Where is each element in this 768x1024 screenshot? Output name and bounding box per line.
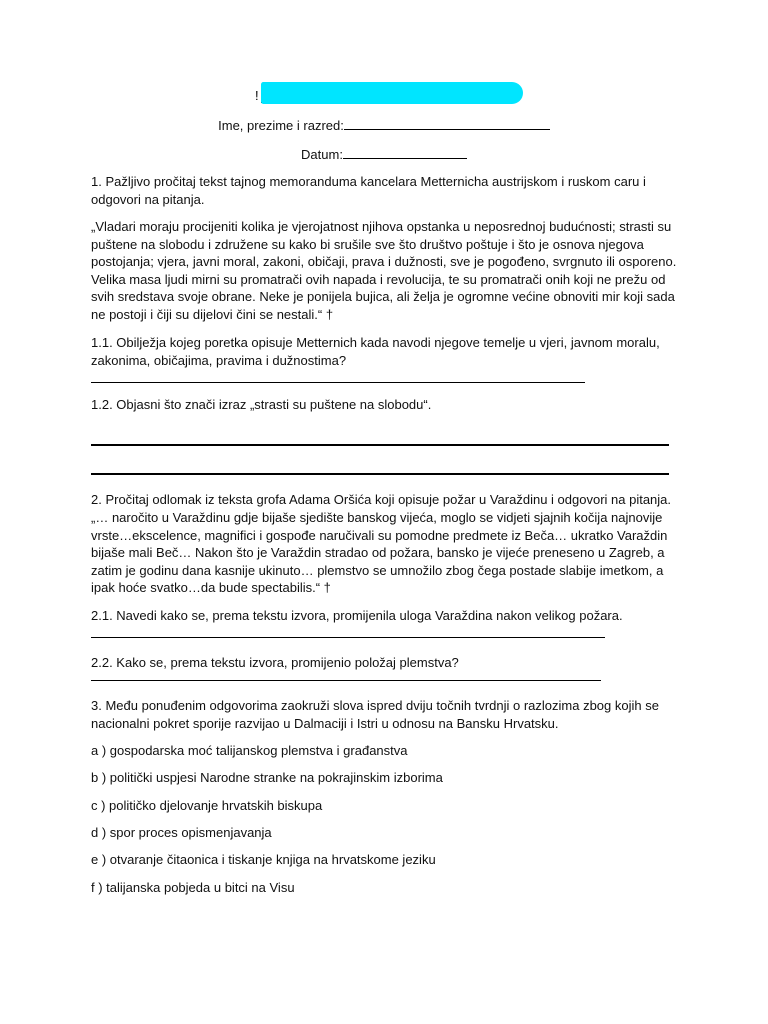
q3-option-c[interactable]: c ) političko djelovanje hrvatskih biskupa <box>91 798 323 813</box>
q1-intro: 1. Pažljivo pročitaj tekst tajnog memoranduma kancelara Metternicha austrijskom i ruskom caru i odgovori na pitanja. <box>91 174 646 207</box>
q2-2-answer-line[interactable] <box>91 680 601 681</box>
date-label: Datum: <box>301 147 343 162</box>
title-mark: ! <box>255 88 259 103</box>
q3-option-b[interactable]: b ) politički uspjesi Narodne stranke na pokrajinskim izborima <box>91 770 443 785</box>
q1-1-answer-line[interactable] <box>91 382 585 383</box>
q2-intro: 2. Pročitaj odlomak iz teksta grofa Adama Oršića koji opisuje požar u Varaždinu i odgovori na pitanja. <box>91 492 672 507</box>
q3-option-f[interactable]: f ) talijanska pobjeda u bitci na Visu <box>91 880 295 895</box>
date-blank[interactable] <box>343 146 467 159</box>
q1-quote: „Vladari moraju procijeniti kolika je vjerojatnost njihova opstanka u neposrednoj budućnosti; strasti su puštene na slobodu i združene su kako bi srušile sve što društvo poštuje i što je osnova njegova postojanja; vjera, javni moral, zakoni, običaji, prava i dužnosti, sve je pogođeno, svrgnuto ili osporeno. Velika masa ljudi mirni su promatrači ovih napada i revolucija, te su promatrači onih koji ne prežu od svih sredstava svoje obrane. Neke je ponijela bujica, ali želja je ogromne većine obnoviti mir koji sada ne postoji i čiji su dijelovi čini se nestali.“ † <box>91 219 677 322</box>
q1-2-answer-line-2[interactable] <box>91 473 669 475</box>
name-line <box>0 117 768 133</box>
q1-1-question: 1.1. Obilježja kojeg poretka opisuje Metternich kada navodi njegove temelje u vjeri, javnom moralu, zakonima, običajima, pravima i dužnostima? <box>91 335 660 368</box>
q1-2-question: 1.2. Objasni što znači izraz „strasti su puštene na slobodu“. <box>91 397 432 412</box>
q3-option-d[interactable]: d ) spor proces opismenjavanja <box>91 825 272 840</box>
q3-intro: 3. Među ponuđenim odgovorima zaokruži slova ispred dviju točnih tvrdnji o razlozima zbog kojih se nacionalni pokret sporije razvijao u Dalmaciji i Istri u odnosu na Bansku Hrvatsku. <box>91 698 659 731</box>
name-blank[interactable] <box>344 117 550 130</box>
q3-option-e[interactable]: e ) otvaranje čitaonica i tiskanje knjiga na hrvatskome jeziku <box>91 852 436 867</box>
q2-2-question: 2.2. Kako se, prema tekstu izvora, promijenio položaj plemstva? <box>91 655 459 670</box>
q2-quote: „… naročito u Varaždinu gdje bijaše sjedište banskog vijeća, moglo se vidjeti sjajnih kočija najnovije vrste…ekscelence, magnifici i gospođe naručivali su pomodne predmete iz Beča… ukratko Varaždin bijaše mali Beč… Nakon što je Varaždin stradao od požara, bansko je vijeće preneseno u Zagreb, a zatim je godinu dana kasnije ukinuto… plemstvo se umnožilo zbog čega postade slabije imetkom, a ipak hoće svatko…da bude spectabilis.“ † <box>91 510 668 596</box>
q2-1-answer-line[interactable] <box>91 637 605 638</box>
redaction-highlight <box>261 82 523 104</box>
q1-2-answer-line-1[interactable] <box>91 444 669 446</box>
date-line <box>0 146 768 162</box>
q3-option-a[interactable]: a ) gospodarska moć talijanskog plemstva i građanstva <box>91 743 408 758</box>
title-line <box>255 80 535 110</box>
name-label: Ime, prezime i razred: <box>218 118 344 133</box>
q2-1-question: 2.1. Navedi kako se, prema tekstu izvora, promijenila uloga Varaždina nakon velikog požara. <box>91 608 623 623</box>
